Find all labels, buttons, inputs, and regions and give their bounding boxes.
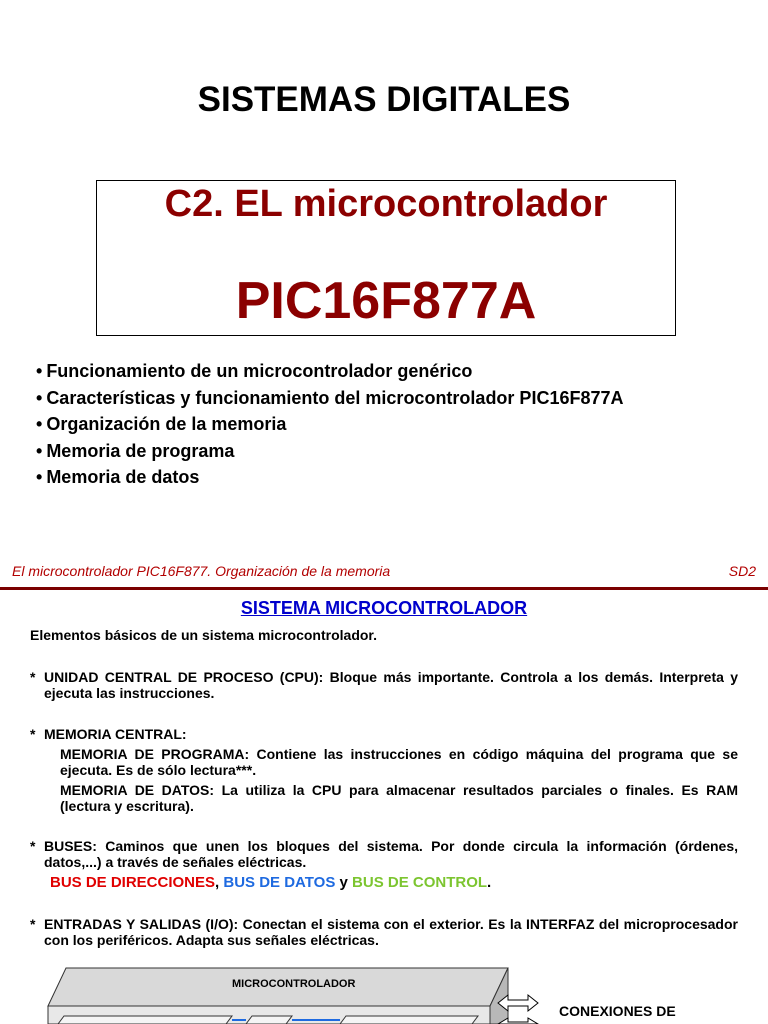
period: . — [487, 874, 492, 891]
footer-page-code: SD2 — [728, 563, 756, 579]
topic-list — [36, 358, 624, 491]
bullet-star: * — [30, 669, 36, 685]
topic-item: • Organización de la memoria — [36, 411, 624, 438]
model-title: PIC16F877A — [235, 272, 537, 330]
footer-caption: El microcontrolador PIC16F877. Organización de la memoria — [12, 563, 391, 579]
cpu-text: UNIDAD CENTRAL DE PROCESO (CPU): Bloque más importante. Controla a los demás. Interpreta y ejecuta las instrucciones. — [44, 669, 738, 701]
data-bus-label: BUS DE DATOS — [223, 874, 336, 891]
topic-item: • Memoria de programa — [36, 438, 624, 465]
io-block — [340, 1016, 478, 1024]
io-text: ENTRADAS Y SALIDAS (I/O): Conectan el sistema con el exterior. Es la INTERFAZ del microprocesador con los periféricos. Adapta sus señales eléctricas. — [44, 916, 738, 948]
bullet-star: * — [30, 838, 36, 854]
memory-heading: MEMORIA CENTRAL: — [44, 726, 187, 742]
intro-text: Elementos básicos de un sistema microcontrolador. — [30, 627, 377, 643]
bullet-star: * — [30, 726, 36, 742]
topic-item: • Memoria de datos — [36, 464, 624, 491]
cpu-paragraph — [30, 669, 738, 701]
cpu-block — [58, 1016, 232, 1024]
control-bus-label: BUS DE CONTROL — [352, 874, 488, 891]
memory-block — [246, 1016, 292, 1024]
section-title: SISTEMA MICROCONTROLADOR — [240, 598, 528, 618]
buses-text: BUSES: Caminos que unen los bloques del sistema. Por donde circula la información (órdenes, datos,...) a través de señales eléctricas. — [44, 838, 738, 870]
topic-item: • Funcionamiento de un microcontrolador genérico — [36, 358, 624, 385]
address-bus-label: BUS DE DIRECCIONES — [50, 874, 216, 891]
chapter-subtitle: C2. EL microcontrolador — [164, 183, 608, 225]
program-memory-text: MEMORIA DE PROGRAMA: Contiene las instrucciones en código máquina del programa que se ejecuta. Es de sólo lectura***. — [60, 746, 738, 778]
page-divider — [0, 587, 768, 590]
topic-item: • Características y funcionamiento del microcontrolador PIC16F877A — [36, 385, 624, 412]
conjunction: y — [339, 874, 348, 891]
memory-paragraph — [30, 726, 738, 814]
buses-paragraph — [30, 838, 738, 870]
io-paragraph — [30, 916, 738, 948]
connections-label: CONEXIONES DE — [559, 1003, 676, 1019]
bullet-star: * — [30, 916, 36, 932]
title-box — [96, 180, 676, 336]
data-memory-text: MEMORIA DE DATOS: La utiliza la CPU para almacenar resultados parciales o finales. Es RAM (lectura y escritura). — [60, 782, 738, 814]
bus-types-line — [50, 874, 491, 891]
slide-title: SISTEMAS DIGITALES — [197, 80, 571, 119]
comma: , — [215, 874, 220, 891]
diagram-label: MICROCONTROLADOR — [232, 978, 356, 990]
